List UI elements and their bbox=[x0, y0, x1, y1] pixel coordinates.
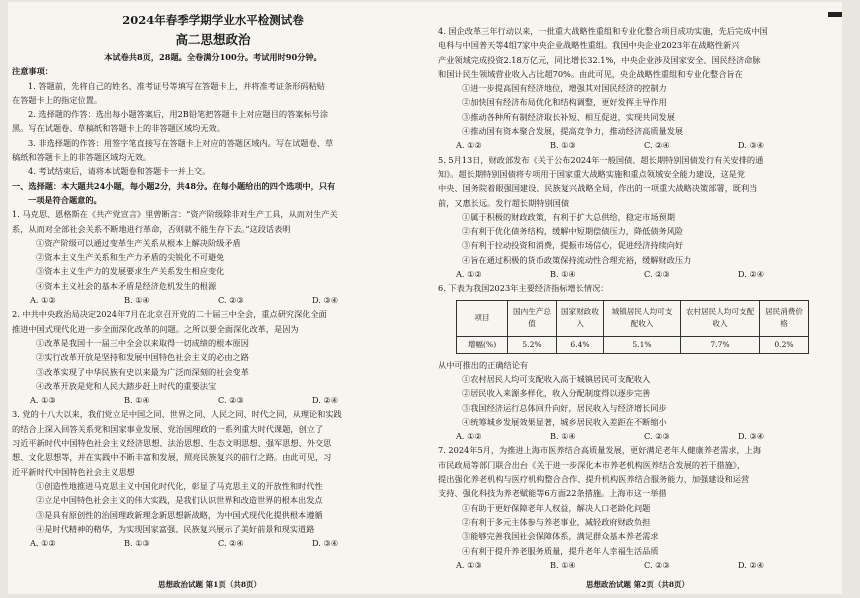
choice-item: ②立足中国特色社会主义的伟大实践，是我们认识世界和改造世界的根本出发点 bbox=[36, 495, 323, 506]
question-text: 习近平新时代中国特色社会主义经济思想、法治思想、生态文明思想、强军思想、外交思 bbox=[12, 438, 332, 449]
choice-item: ④统筹城乡发展效果显著，城乡居民收入差距在不断缩小 bbox=[462, 416, 667, 427]
exam-title: 2024年春季学期学业水平检测试卷 bbox=[122, 13, 304, 27]
choice-item: ③能够完善我国社会保障体系，满足群众基本养老需求 bbox=[462, 531, 659, 542]
indicator-table bbox=[456, 300, 809, 354]
choice-item: ④是时代精神的精华，为实现国家富强、民族复兴展示了美好前景和现实道路 bbox=[36, 523, 315, 534]
question-text: 推进中国式现代化进一步全面深化改革的问题。之所以要全面深化改革，是因为 bbox=[12, 323, 299, 334]
question-text: 3. 党的十八大以来，我们党立足中国之同、世界之同、人民之同、时代之同，从理论和实践 bbox=[12, 409, 342, 420]
question-text: 系，从而对全部社会关系不断地进行革命，否则就不能生存下去。”这段话表明 bbox=[12, 223, 291, 234]
table-header-cell: 城镇居民人均可支配收入 bbox=[604, 300, 681, 336]
choice-item: ④有利于提升养老服务质量，提升老年人幸福生活品质 bbox=[462, 545, 659, 556]
table-row-label: 增幅(%) bbox=[457, 336, 508, 353]
choice-item: ①进一步提高国有经济地位，增强其对国民经济的控制力 bbox=[462, 83, 667, 94]
notice-item: 4. 考试结束后，请将本试题卷和答题卡一并上交。 bbox=[28, 166, 211, 177]
section-heading-cont: 一项是符合题意的。 bbox=[28, 194, 102, 205]
answer-options bbox=[438, 138, 840, 152]
choice-item: ②有利于多元主体参与养老事业，减轻政府财政负担 bbox=[462, 516, 651, 527]
question-6 bbox=[438, 281, 840, 443]
choice-item: ①改革是我国十一届三中全会以来取得一切成绩的根本原因 bbox=[36, 337, 249, 348]
question-text: 前，又惠长远。发行超长期特别国债 bbox=[438, 197, 570, 208]
option-a: A. ①② bbox=[30, 538, 56, 549]
answer-options bbox=[12, 536, 414, 550]
choice-item: ③改革实现了中华民族有史以来最为广泛而深刻的社会变革 bbox=[36, 366, 249, 377]
table-header-cell: 农村居民人均可支配收入 bbox=[681, 300, 760, 336]
table-cell: 5.1% bbox=[604, 336, 681, 353]
exam-paper bbox=[8, 2, 842, 594]
option-a: A. ①③ bbox=[30, 395, 56, 406]
option-d: D. ②④ bbox=[312, 395, 339, 406]
option-d: D. ③④ bbox=[312, 295, 339, 306]
question-text: 的结合上深入回答关系党和国家事业发展、党治国理政的一系列重大时代课题，创立了 bbox=[12, 423, 324, 434]
question-text: 4. 国企改革三年行动以来，一批重大战略性重组和专业化整合项目成功实施，先后完成中国 bbox=[438, 26, 768, 36]
option-c: C. ②③ bbox=[218, 395, 244, 406]
answer-options bbox=[12, 293, 414, 307]
question-text: 中央、国务院着眼强国建设、民族复兴战略全局，作出的一项重大战略决策部署，既利当 bbox=[438, 183, 758, 194]
option-d: D. ③④ bbox=[738, 431, 765, 442]
page-footer-right: 思想政治试题 第2页（共8页） bbox=[586, 580, 690, 589]
question-text: 7. 2024年5月，为推进上海市医养结合高质量发展，更好满足老年人健康养老需求，上海 bbox=[438, 445, 762, 456]
choice-item: ③是具有原创性的治国理政新理念新思想新战略，为中国式现代化提供根本遵循 bbox=[36, 509, 323, 520]
option-d: D. ③④ bbox=[312, 538, 339, 549]
choice-item: ③有利于拉动投资和消费，提振市场信心，促进经济持续向好 bbox=[462, 240, 684, 251]
question-text: 1. 马克思、恩格斯在《共产党宣言》里曾断言：“资产阶级除非对生产工具，从而对生产关 bbox=[12, 209, 338, 220]
choice-item: ①有助于更好保障老年人权益，解决人口老龄化问题 bbox=[462, 502, 651, 513]
table-header-cell: 项目 bbox=[457, 300, 508, 336]
option-d: D. ②④ bbox=[738, 269, 765, 280]
choice-item: ①属于积极的财政政策，有利于扩大总供给，稳定市场预期 bbox=[462, 211, 675, 222]
notice-item: 在答题卡上的指定位置。 bbox=[12, 94, 103, 105]
question-text: 5. 5月13日，财政部发布《关于公布2024年一般国债、超长期特别国债发行有关安排的通 bbox=[438, 154, 764, 165]
question-text: 产业领域完成投资2.18万亿元，同比增长32.1%，中央企业涉及国家安全、国民经济命脉 bbox=[438, 54, 761, 65]
exam-subtitle: 高二思想政治 bbox=[175, 32, 251, 47]
question-2 bbox=[12, 307, 414, 407]
table-cell: 5.2% bbox=[508, 336, 557, 353]
question-text: 从中可推出的正确结论有 bbox=[438, 359, 529, 370]
option-c: C. ②④ bbox=[218, 538, 244, 549]
exam-info: 本试卷共8页，28题。全卷满分100分。考试用时90分钟。 bbox=[104, 52, 322, 62]
table-cell: 6.4% bbox=[557, 336, 604, 353]
option-b: B. ①④ bbox=[550, 559, 576, 570]
notice-item: 2. 选择题的作答：选出每小题答案后，用2B铅笔把答题卡上对应题目的答案标号涂 bbox=[28, 109, 329, 120]
option-c: C. ②③ bbox=[218, 295, 244, 306]
option-b: B. ①④ bbox=[550, 269, 576, 280]
table-header-row bbox=[457, 300, 809, 336]
question-text: 市民政局等部门联合出台《关于进一步深化本市养老机构医养结合发展的若干措施》， bbox=[438, 459, 746, 470]
choice-item: ①创造性地推进马克思主义中国化时代化，彰显了马克思主义的开放性和时代性 bbox=[36, 480, 323, 491]
table-cell: 0.2% bbox=[760, 336, 809, 353]
choice-item: ①农村居民人均可支配收入高于城镇居民可支配收入 bbox=[462, 373, 651, 384]
choice-item: ②有利于优化债务结构，缓解中短期偿债压力，降低债务风险 bbox=[462, 226, 684, 237]
question-text: 和国计民生领域营业收入占比超70%。由此可见，央企战略性重组和专业化整合旨在 bbox=[438, 68, 743, 79]
question-text: 近平新时代中国特色社会主义思想 bbox=[12, 466, 135, 477]
option-b: B. ①④ bbox=[550, 431, 576, 442]
answer-options bbox=[12, 393, 414, 407]
option-d: D. ②④ bbox=[738, 559, 765, 570]
choice-item: ③推动各种所有制经济取长补短、相互促进，实现共同发展 bbox=[462, 111, 675, 122]
question-1 bbox=[12, 207, 414, 307]
choice-item: ②实行改革开放是坚持和发展中国特色社会主义的必由之路 bbox=[36, 352, 249, 363]
option-c: C. ②③ bbox=[644, 431, 670, 442]
choice-item: ③我国经济运行总体回升向好，居民收入与经济增长同步 bbox=[462, 402, 667, 413]
option-b: B. ①③ bbox=[550, 140, 576, 151]
choice-item: ④资本主义社会的基本矛盾是经济危机发生的根源 bbox=[36, 280, 217, 291]
notice-heading: 注意事项： bbox=[12, 66, 53, 77]
option-b: B. ①④ bbox=[124, 295, 150, 306]
choice-item: ②居民收入来源多样化，收入分配制度得以逐步完善 bbox=[462, 388, 651, 399]
option-a: A. ①② bbox=[456, 431, 482, 442]
choice-item: ①资产阶级可以通过变革生产关系从根本上解决阶级矛盾 bbox=[36, 237, 241, 248]
option-b: B. ①④ bbox=[124, 395, 150, 406]
table-header-cell: 国内生产总值 bbox=[508, 300, 557, 336]
left-page bbox=[12, 2, 414, 550]
question-text: 电科与中国普天等4组7家中央企业战略性重组。我国中央企业2023年在战略性新兴 bbox=[438, 40, 740, 51]
choice-item: ④推动国有资本聚合发展，提高竞争力，推动经济高质量发展 bbox=[462, 126, 684, 137]
option-c: C. ②③ bbox=[644, 559, 670, 570]
table-header-cell: 居民消费价格 bbox=[760, 300, 809, 336]
notice-item: 1. 答题前，先将自己的姓名、准考证号等填写在答题卡上，并将准考证条形码粘贴 bbox=[28, 80, 325, 91]
option-c: C. ②③ bbox=[644, 269, 670, 280]
option-a: A. ①② bbox=[456, 140, 482, 151]
right-page bbox=[438, 24, 840, 572]
question-text: 想、文化思想等，并在实践中不断丰富和发展，照亮民族复兴的前行之路。由此可见，习 bbox=[12, 452, 332, 463]
question-3 bbox=[12, 407, 414, 550]
choice-item: ②资本主义生产关系和生产力矛盾的尖锐化不可避免 bbox=[36, 252, 225, 263]
choice-item: ③资本主义生产力的发展要求生产关系发生相应变化 bbox=[36, 266, 225, 277]
section-heading: 一、选择题：本大题共24小题，每小题2分，共48分。在每小题给出的四个选项中，只有 bbox=[12, 180, 336, 191]
question-text: 2. 中共中央政治局决定2024年7月在北京召开党的二十届三中全会，重点研究深化全面 bbox=[12, 309, 327, 320]
question-7 bbox=[438, 443, 840, 572]
option-a: A. ①② bbox=[456, 269, 482, 280]
choice-item: ②加快国有经济布局优化和结构调整，更好发挥主导作用 bbox=[462, 97, 667, 108]
notice-item: 3. 非选择题的作答：用签字笔直接写在答题卡上对应的答题区域内。写在试题卷、草 bbox=[28, 137, 334, 148]
question-text: 6. 下表为我国2023年主要经济指标增长情况： bbox=[438, 283, 609, 294]
option-d: D. ③④ bbox=[738, 140, 765, 151]
answer-options bbox=[438, 429, 840, 443]
option-a: A. ①② bbox=[30, 295, 56, 306]
choice-item: ④改革开放是党和人民大踏步赶上时代的重要法宝 bbox=[36, 380, 217, 391]
question-text: 提出强化养老机构与医疗机构整合合作、提升机构医养结合服务能力、加强建设和运营 bbox=[438, 474, 750, 485]
answer-options bbox=[438, 267, 840, 281]
question-5 bbox=[438, 153, 840, 282]
question-text: 知》。超长期特别国债将专项用于国家重大战略实施和重点领域安全能力建设，这是党 bbox=[438, 168, 746, 179]
table-row bbox=[457, 336, 809, 353]
scan-mark bbox=[828, 12, 842, 17]
table-cell: 7.7% bbox=[681, 336, 760, 353]
answer-options bbox=[438, 558, 840, 572]
notice-item: 黑。写在试题卷、草稿纸和答题卡上的非答题区域均无效。 bbox=[12, 123, 225, 134]
question-4 bbox=[438, 24, 840, 153]
notice-item: 稿纸和答题卡上的非答题区域均无效。 bbox=[12, 152, 152, 163]
choice-item: ④旨在通过积极的货币政策保持流动性合理充裕，缓解财政压力 bbox=[462, 254, 692, 265]
question-text: 支持、强化科技为养老赋能等6方面22条措施。上海市这一举措 bbox=[438, 488, 667, 499]
page-footer-left: 思想政治试题 第1页（共8页） bbox=[158, 580, 262, 589]
table-header-cell: 国家财政收入 bbox=[557, 300, 604, 336]
option-a: A. ①③ bbox=[456, 559, 482, 570]
option-b: B. ①③ bbox=[124, 538, 150, 549]
option-c: C. ②④ bbox=[644, 140, 670, 151]
